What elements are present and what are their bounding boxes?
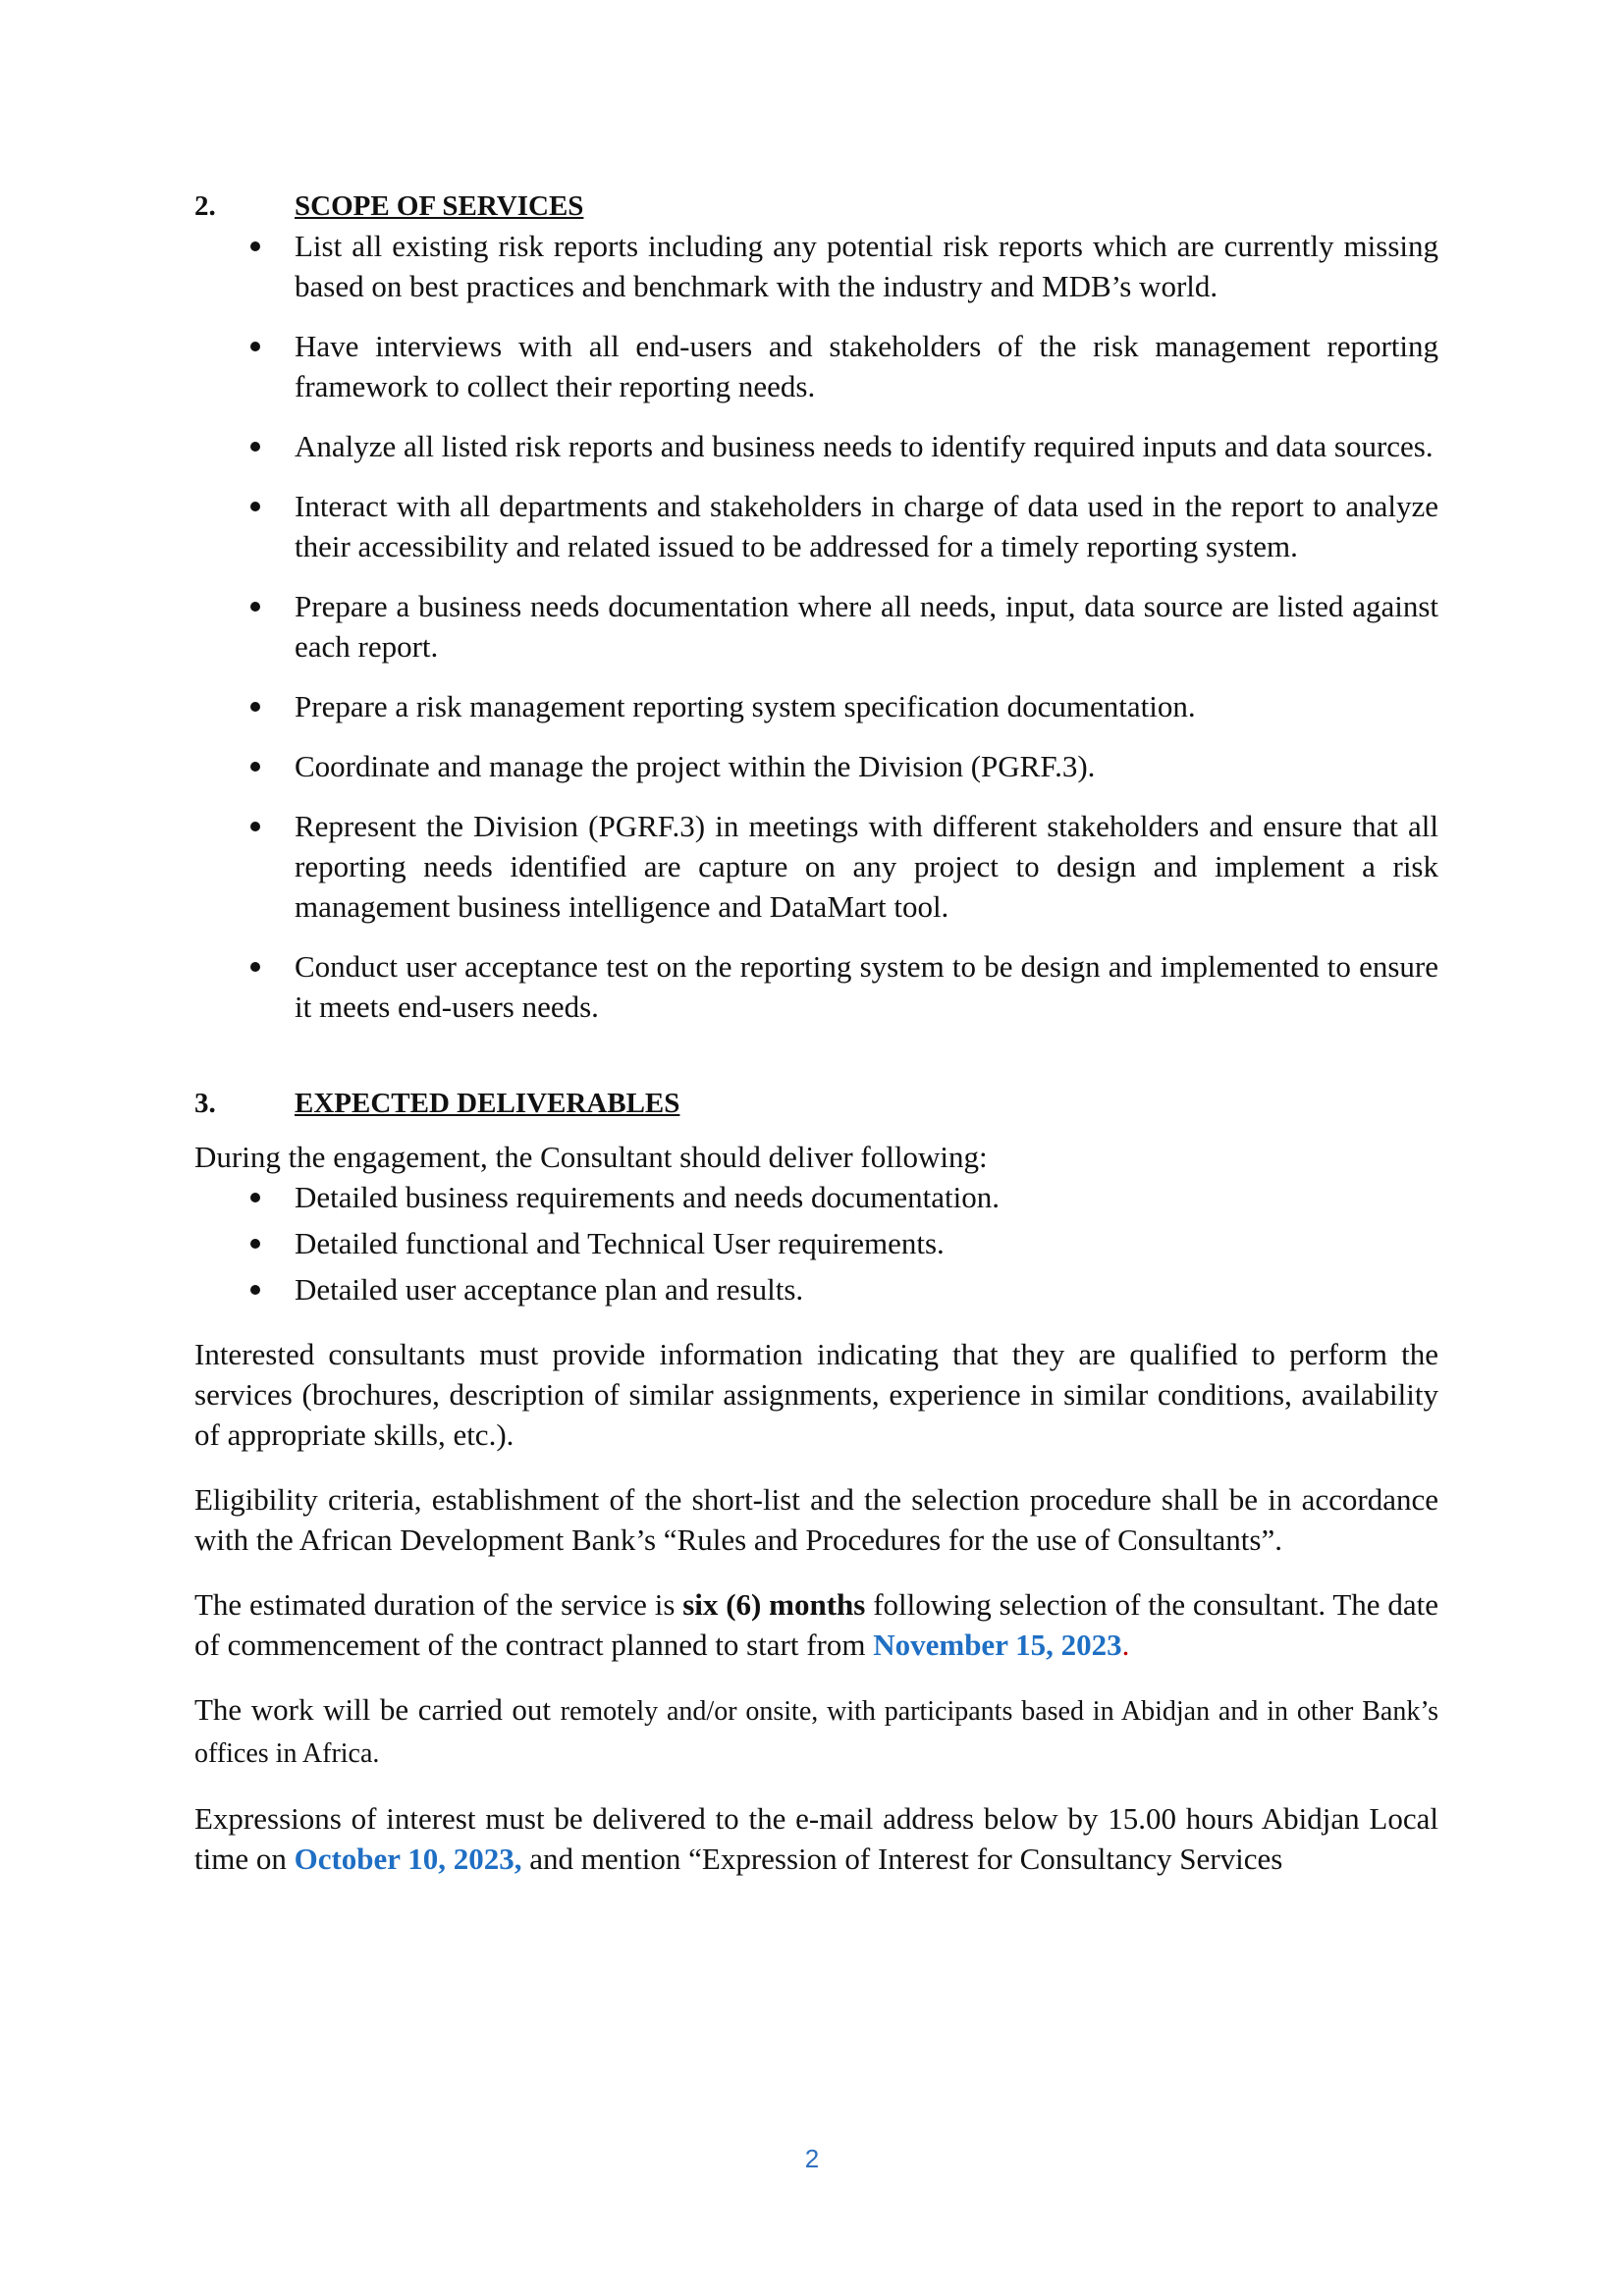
section-heading-deliverables <box>194 1084 1438 1123</box>
period-mark: . <box>1121 1628 1130 1662</box>
list-item: Detailed business requirements and needs documentation. <box>194 1177 1438 1217</box>
list-item: Analyze all listed risk reports and business needs to identify required inputs and data sources. <box>194 426 1438 466</box>
section-number: 3. <box>194 1088 216 1119</box>
paragraph-expressions <box>194 1798 1438 1879</box>
paragraph-duration <box>194 1584 1438 1665</box>
section-title: SCOPE OF SERVICES <box>295 190 584 222</box>
work-location-text: remotely and/or onsite, with participants based in Abidjan and in other Bank’s offices in Africa. <box>194 1696 1438 1769</box>
deadline-date: October 10, 2023, <box>294 1842 522 1876</box>
paragraph-interested: Interested consultants must provide information indicating that they are qualified to perform the services (brochures, description of similar assignments, experience in similar conditions, availability of appropriate skills, etc.). <box>194 1337 1438 1452</box>
list-item: Interact with all departments and stakeholders in charge of data used in the report to analyze their accessibility and related issued to be addressed for a timely reporting system. <box>194 486 1438 566</box>
section-heading-scope <box>194 187 1438 226</box>
list-item: Prepare a business needs documentation where all needs, input, data source are listed against each report. <box>194 586 1438 667</box>
section-title: EXPECTED DELIVERABLES <box>295 1088 680 1119</box>
page-content <box>194 187 1438 1879</box>
page-number: 2 <box>804 2144 820 2173</box>
duration-bold: six (6) months <box>682 1587 866 1622</box>
work-text: The work will be carried out <box>194 1692 561 1727</box>
expr-text: Expressions of interest must be delivered to the e-mail address below by 15.00 hours Abidjan Local time on <box>194 1801 1438 1876</box>
list-item: List all existing risk reports including any potential risk reports which are currently missing based on best practices and benchmark with the industry and MDB’s world. <box>194 226 1438 306</box>
section-number: 2. <box>194 190 216 222</box>
list-item: Represent the Division (PGRF.3) in meetings with different stakeholders and ensure that all reporting needs identified are capture on any project to design and implement a risk management business intelligence and DataMart tool. <box>194 806 1438 927</box>
paragraph-work-location <box>194 1689 1438 1774</box>
list-item: Conduct user acceptance test on the reporting system to be design and implemented to ensure it meets end-users needs. <box>194 946 1438 1027</box>
paragraph-eligibility: Eligibility criteria, establishment of the short-list and the selection procedure shall be in accordance with the African Development Bank’s “Rules and Procedures for the use of Consultants”. <box>194 1482 1438 1557</box>
duration-text: The estimated duration of the service is <box>194 1587 683 1622</box>
list-item: Coordinate and manage the project within the Division (PGRF.3). <box>194 746 1438 786</box>
list-item: Have interviews with all end-users and stakeholders of the risk management reporting framework to collect their reporting needs. <box>194 326 1438 406</box>
deliverables-list <box>194 1177 1438 1309</box>
duration-text: following selection of the consultant. The date of commencement of the contract planned to start from <box>194 1587 1438 1662</box>
start-date: November 15, 2023 <box>873 1628 1122 1662</box>
list-item: Detailed user acceptance plan and results. <box>194 1269 1438 1309</box>
scope-list <box>194 226 1438 1027</box>
deliverables-intro: During the engagement, the Consultant should deliver following: <box>194 1140 988 1174</box>
list-item: Detailed functional and Technical User requirements. <box>194 1223 1438 1263</box>
expr-text: and mention “Expression of Interest for Consultancy Services <box>521 1842 1283 1876</box>
list-item: Prepare a risk management reporting system specification documentation. <box>194 686 1438 726</box>
